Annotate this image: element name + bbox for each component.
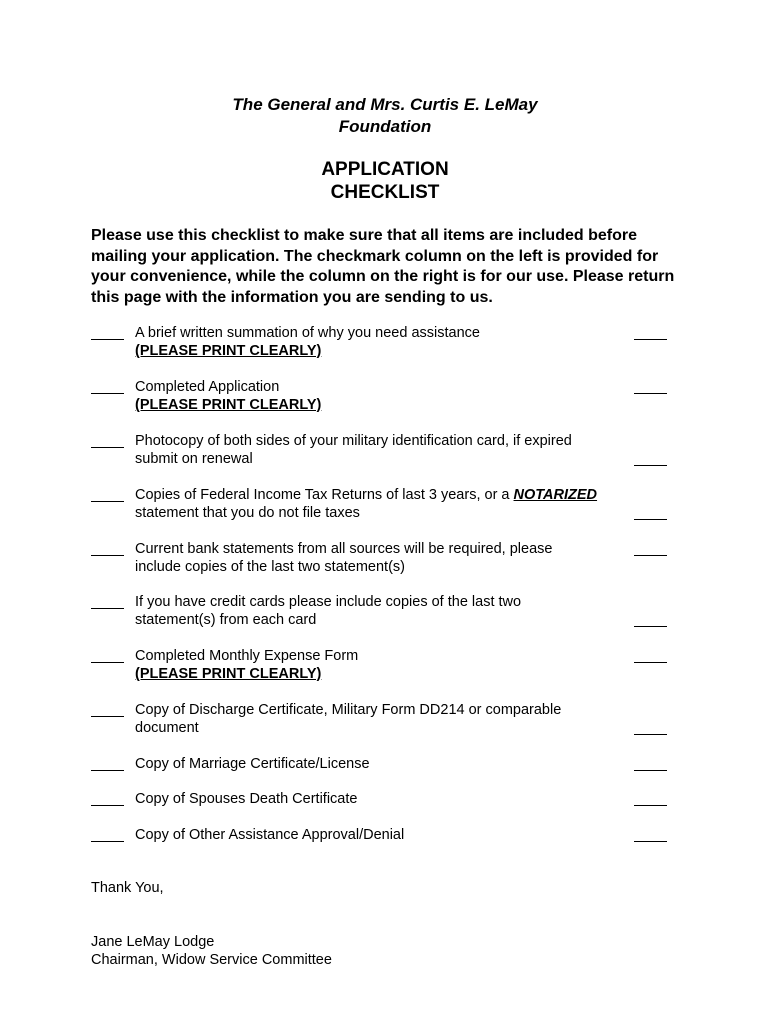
applicant-check-blank[interactable] (91, 393, 124, 394)
office-use-blank[interactable] (634, 805, 667, 806)
applicant-check-blank[interactable] (91, 447, 124, 448)
document-title-line2: CHECKLIST (330, 182, 440, 203)
organization-name-line2: Foundation (338, 117, 432, 136)
applicant-check-blank[interactable] (91, 770, 124, 771)
applicant-check-blank[interactable] (91, 501, 124, 502)
office-use-blank[interactable] (634, 770, 667, 771)
checklist-item-text: Copy of Spouses Death Certificate (135, 791, 358, 807)
checklist-item-text: Current bank statements from all sources will be required, please include copies of the last two statement(s) (135, 541, 553, 575)
office-use-blank[interactable] (634, 662, 667, 663)
office-use-blank[interactable] (634, 339, 667, 340)
signer-name: Jane LeMay Lodge (91, 934, 215, 950)
checklist-item-text: Copies of Federal Income Tax Returns of last 3 years, or a NOTARIZED statement that you do not file taxes (135, 487, 598, 521)
office-use-blank[interactable] (634, 465, 667, 466)
applicant-check-blank[interactable] (91, 716, 124, 717)
signer-title: Chairman, Widow Service Committee (91, 952, 332, 968)
checklist-item-text: Copy of Discharge Certificate, Military Form DD214 or comparable document (135, 702, 562, 736)
notarized-emphasis: NOTARIZED (513, 487, 598, 503)
checklist-item-text: Copy of Other Assistance Approval/Denial (135, 827, 405, 843)
office-use-blank[interactable] (634, 393, 667, 394)
checklist-item-text: Completed Monthly Expense Form (PLEASE PRINT CLEARLY) (135, 647, 625, 683)
applicant-check-blank[interactable] (91, 608, 124, 609)
checklist-item-text: Completed Application (PLEASE PRINT CLEARLY) (135, 378, 625, 414)
office-use-blank[interactable] (634, 626, 667, 627)
office-use-blank[interactable] (634, 841, 667, 842)
organization-name-line1: The General and Mrs. Curtis E. LeMay (232, 95, 538, 114)
checklist-item-text: If you have credit cards please include copies of the last two statement(s) from each card (135, 594, 522, 628)
print-clearly-note: (PLEASE PRINT CLEARLY) (135, 666, 322, 682)
applicant-check-blank[interactable] (91, 339, 124, 340)
office-use-blank[interactable] (634, 555, 667, 556)
applicant-check-blank[interactable] (91, 555, 124, 556)
applicant-check-blank[interactable] (91, 805, 124, 806)
closing-salutation: Thank You, (91, 880, 164, 896)
checklist-item-text: Copy of Marriage Certificate/License (135, 756, 370, 772)
instructions-paragraph: Please use this checklist to make sure that all items are included before mailing your application. The checkmark column on the left is provided for your convenience, while the column on the right is for our use. Please return this page with the information you are sending to us. (91, 227, 675, 306)
office-use-blank[interactable] (634, 519, 667, 520)
applicant-check-blank[interactable] (91, 841, 124, 842)
print-clearly-note: (PLEASE PRINT CLEARLY) (135, 397, 322, 413)
office-use-blank[interactable] (634, 734, 667, 735)
document-title-line1: APPLICATION (321, 159, 449, 180)
applicant-check-blank[interactable] (91, 662, 124, 663)
print-clearly-note: (PLEASE PRINT CLEARLY) (135, 343, 322, 359)
checklist-item-text: A brief written summation of why you need assistance (PLEASE PRINT CLEARLY) (135, 324, 625, 360)
checklist-item-text: Photocopy of both sides of your military identification card, if expired submit on renewal (135, 433, 572, 467)
